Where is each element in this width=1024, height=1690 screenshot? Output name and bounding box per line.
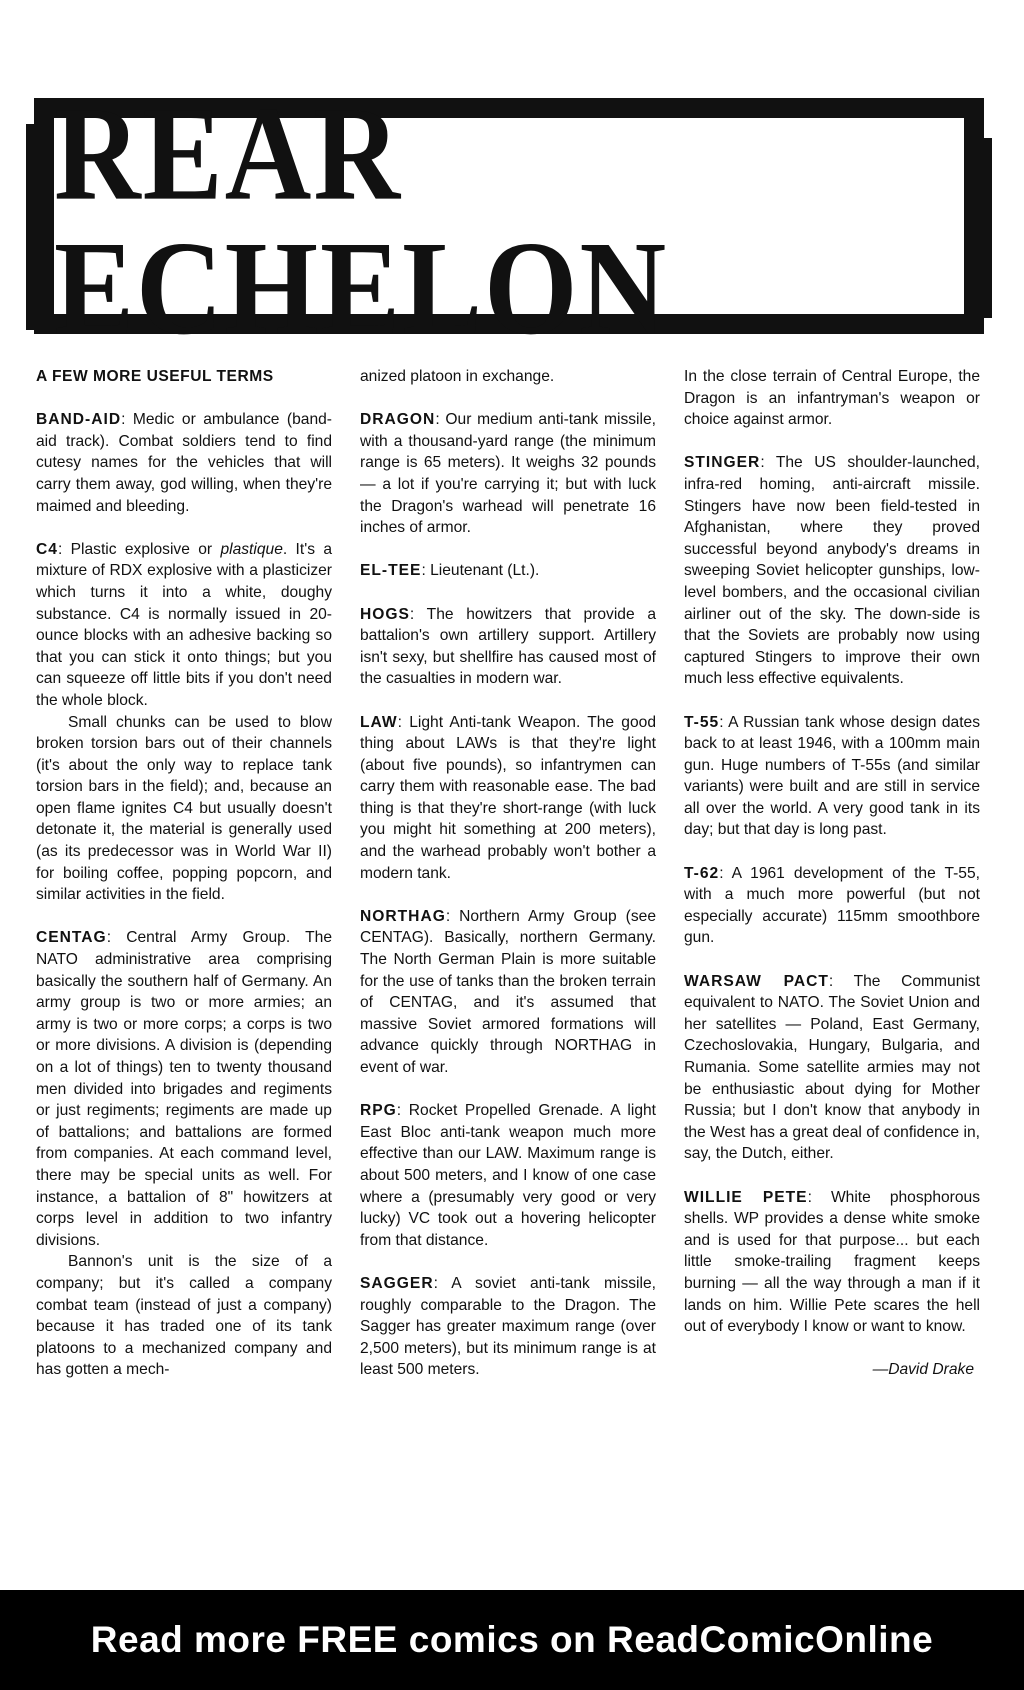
term-dragon: DRAGON — [360, 411, 436, 429]
entry-law — [360, 712, 656, 885]
column-1 — [36, 366, 332, 1496]
definition-t62: : A 1961 development of the T-55, with a much more powerful (but not especially accurate) 115mm smoothbore gun. — [684, 864, 980, 947]
definition-c4-a: : Plastic explosive or — [57, 540, 221, 558]
author-signature: —David Drake — [872, 1361, 974, 1379]
term-stinger: STINGER — [684, 454, 761, 472]
section-heading: A FEW MORE USEFUL TERMS — [36, 368, 274, 385]
term-northag: NORTHAG — [360, 907, 446, 925]
term-willie-pete: WILLIE PETE — [684, 1188, 808, 1206]
entry-hogs — [360, 604, 656, 690]
entry-el-tee — [360, 560, 656, 582]
term-sagger: SAGGER — [360, 1274, 434, 1292]
promo-banner[interactable] — [0, 1590, 1024, 1690]
definition-c4-b: . It's a mixture of RDX explosive with a plasticizer which turns it into a white, doughy substance. C4 is normally issued in 20-ounce blocks with an adhesive backing so that you can stick it onto things; but you can squeeze off little bits if you don't need the whole block. — [36, 540, 333, 709]
entry-willie-pete — [684, 1187, 980, 1338]
column-2 — [360, 366, 656, 1496]
definition-centag: : Central Army Group. The NATO administrative area comprising basically the southern half of Germany. An army group is two or more armies; an army is two or more corps; a corps is two or more divisions. A division is (depending on a lot of things) ten to twenty thousand men divided into brigades and regiments or just regiments; regiments are made up of battalions; and battalions are formed from companies. At each command level, there may be special units as well. For instance, a battalion of 8" howitzers at corps level in addition to two infantry divisions. — [36, 929, 332, 1249]
entry-t62 — [684, 863, 980, 949]
definition-northag: : Northern Army Group (see CENTAG). Basically, northern Germany. The North German Plain is more suitable for the use of tanks than the broken terrain of CENTAG, and it's assumed that massive Soviet armored formations will advance quickly through NORTHAG in event of war. — [360, 907, 656, 1076]
term-el-tee: EL-TEE — [360, 562, 422, 580]
column-3 — [684, 366, 980, 1496]
definition-hogs: : The howitzers that provide a battalion's own artillery support. Artillery isn't sexy, but shellfire has caused most of the casualties in modern war. — [360, 605, 656, 688]
definition-rpg: : Rocket Propelled Grenade. A light East Bloc anti-tank weapon much more effective than our LAW. Maximum range is about 500 meters, and I know of one case where a (presumably very good or very lucky) VC took out a hovering helicopter from that distance. — [360, 1102, 656, 1249]
entry-rpg — [360, 1100, 656, 1251]
definition-dragon: : Our medium anti-tank missile, with a thousand-yard range (the minimum range is 65 meters). It weighs 32 pounds — a lot if you're carrying it; but with luck the Dragon's warhead will penetrate 16 inches of armor. — [360, 411, 656, 537]
term-law: LAW — [360, 713, 398, 731]
definition-law: : Light Anti-tank Weapon. The good thing about LAWs is that they're light (about five pounds), so infantrymen can carry them with reasonable ease. The bad thing is that they're short-range (with luck you might hit something at 200 meters), and the warhead probably won't bother a modern tank. — [360, 713, 656, 882]
entry-c4-continued: Small chunks can be used to blow broken torsion bars out of their channels (it's about the only way to replace tank torsion bars in the field); and, because an open flame ignites C4 but usually doesn't detonate it, the material is generally used (as its predecessor was in World War II) for boiling coffee, popping popcorn, and similar activities in the field. — [36, 713, 332, 904]
term-band-aid: BAND-AID — [36, 411, 122, 429]
article-body — [36, 366, 980, 1496]
entry-sagger-end: In the close terrain of Central Europe, the Dragon is an infantryman's weapon or choice against armor. — [684, 368, 980, 429]
entry-warsaw-pact — [684, 971, 980, 1165]
entry-sagger — [360, 1273, 656, 1381]
entry-northag — [360, 906, 656, 1079]
definition-stinger: : The US shoulder-launched, infra-red homing, anti-aircraft missile. Stingers have now been field-tested in Afghanistan, where they proved successful beyond anybody's dreams in sweeping Soviet helicopter gunships, low-level bombers, and the occasional civilian airliner out of the sky. The down-side is that the Soviets are probably now using captured Stingers to improve their own much less effective equivalents. — [684, 454, 980, 688]
entry-centag-end: anized platoon in exchange. — [360, 368, 555, 385]
entry-centag-continued: Bannon's unit is the size of a company; but it's called a company combat team (instead of just a company) because it has traded one of its tank platoons to a mechanized company and has gotten a mech- — [36, 1253, 332, 1379]
entry-band-aid — [36, 409, 332, 517]
term-t62: T-62 — [684, 864, 720, 882]
definition-band-aid: : Medic or ambulance (band-aid track). Combat soldiers tend to find cutesy names for the vehicles that will carry them away, god willing, when they're maimed and bleeding. — [36, 411, 332, 515]
entry-stinger — [684, 452, 980, 690]
entry-centag — [36, 927, 332, 1251]
definition-el-tee: : Lieutenant (Lt.). — [421, 562, 540, 580]
page-title: REAR ECHELON — [54, 78, 669, 363]
entry-dragon — [360, 409, 656, 539]
term-warsaw-pact: WARSAW PACT — [684, 972, 829, 990]
title-frame — [34, 78, 984, 363]
entry-t55 — [684, 712, 980, 842]
definition-sagger: : A soviet anti-tank missile, roughly comparable to the Dragon. The Sagger has greater maximum range (over 2,500 meters), but its minimum range is at least 500 meters. — [360, 1274, 656, 1379]
promo-banner-text[interactable]: Read more FREE comics on ReadComicOnline — [90, 1619, 934, 1660]
term-c4: C4 — [36, 540, 58, 558]
definition-willie-pete: : White phosphorous shells. WP provides a dense white smoke and is used for that purpose... but each little smoke-trailing fragment keeps burning — all the way through a man if it lands on him. Willie Pete scares the hell out of everybody I know or want to know. — [684, 1188, 980, 1336]
term-hogs: HOGS — [360, 605, 410, 623]
term-t55: T-55 — [684, 713, 720, 731]
definition-c4-emphasis: plastique — [220, 540, 283, 558]
term-rpg: RPG — [360, 1102, 397, 1120]
entry-c4 — [36, 539, 332, 712]
term-centag: CENTAG — [36, 929, 107, 947]
definition-t55: : A Russian tank whose design dates back to at least 1946, with a 100mm main gun. Huge numbers of T-55s (and similar variants) were built and are still in service all over the world. A very good tank in its day; but that day is long past. — [684, 713, 980, 839]
definition-warsaw-pact: : The Communist equivalent to NATO. The Soviet Union and her satellites — Poland, East Germany, Czechoslovakia, Hungary, Bulgaria, and Rumania. Some satellite armies may not be enthusiastic about dying for Mother Russia; but I don't know that anybody in the West has a great deal of confidence in, say, the Dutch, either. — [684, 972, 980, 1163]
